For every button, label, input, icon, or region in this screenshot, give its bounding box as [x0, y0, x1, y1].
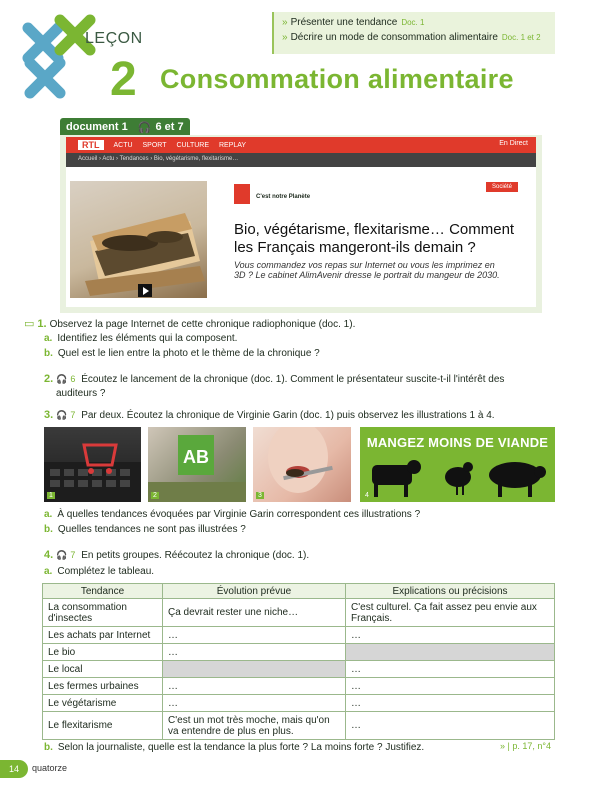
illustration-ab-label: AB 2 — [148, 427, 246, 502]
question-2-cont: auditeurs ? — [56, 388, 106, 399]
rubric-label: C'est notre Planète — [256, 194, 311, 200]
table-row: Les achats par Internet … … — [43, 627, 555, 644]
question-3a: a. À quelles tendances évoquées par Virginie Garin correspondent ces illustrations ? — [44, 509, 421, 520]
document-card — [60, 135, 542, 313]
column-header: Tendance — [43, 584, 163, 599]
rtl-logo: RTL — [78, 140, 104, 150]
table-row: Les fermes urbaines … … — [43, 678, 555, 695]
question-4a: a. Complétez le tableau. — [44, 566, 155, 577]
live-link[interactable]: En Direct — [499, 140, 528, 147]
nav-item[interactable]: SPORT — [142, 141, 167, 149]
lesson-logo — [8, 8, 104, 104]
headphones-icon: 🎧 — [56, 374, 68, 384]
poster-text: MANGEZ MOINS DE VIANDE — [366, 435, 549, 450]
column-header: Explications ou précisions — [346, 584, 555, 599]
illustration-poster: MANGEZ MOINS DE VIANDE 4 — [360, 427, 555, 502]
document-icon: ▭ — [24, 318, 35, 330]
column-header: Évolution prévue — [163, 584, 346, 599]
table-row: Le flexitarisme C'est un mot très moche, mais qu'on va entendre de plus en plus. … — [43, 712, 555, 740]
question-3: 3. 🎧 7 Par deux. Écoutez la chronique de Virginie Garin (doc. 1) puis observez les illustrations 1 à 4. — [44, 409, 495, 421]
svg-text:AB: AB — [183, 447, 209, 467]
article-headline[interactable]: Bio, végétarisme, flexitarisme… Comment les Français mangeront-ils demain ? — [234, 221, 515, 256]
table-row: La consommation d'insectes Ça devrait rester une niche… C'est culturel. Ça fait assez peu envie aux Français. — [43, 599, 555, 627]
nav-item[interactable]: ACTU — [113, 141, 133, 149]
headphones-icon: 🎧 — [56, 550, 68, 560]
play-icon[interactable] — [138, 284, 152, 297]
trends-table — [42, 583, 555, 740]
category-tag[interactable]: Société — [486, 182, 518, 192]
nav-item[interactable]: REPLAY — [218, 141, 247, 149]
question-1: ▭ 1. Observez la page Internet de cette chronique radiophonique (doc. 1). — [24, 318, 356, 330]
article-lede: Vous commandez vos repas sur Internet ou vous les imprimez en 3D ? Le cabinet AlimAvenir dresse le portrait du mangeur de 2030. — [234, 260, 500, 280]
objectives-box — [272, 12, 555, 54]
page-number: 14 — [0, 760, 28, 778]
nav-item[interactable]: CULTURE — [176, 141, 210, 149]
headphones-icon: 🎧 — [56, 410, 68, 420]
table-row: Le végétarisme … … — [43, 695, 555, 712]
rtl-navbar — [66, 137, 536, 153]
table-row: Le bio … — [43, 644, 555, 661]
exercise-reference[interactable]: » | p. 17, n°4 — [500, 741, 551, 751]
question-4: 4. 🎧 7 En petits groupes. Réécoutez la chronique (doc. 1). — [44, 549, 310, 561]
illustration-eating-insect: 3 — [253, 427, 351, 502]
arrow-icon: » — [282, 17, 288, 28]
question-1a: a. Identifiez les éléments qui la composent. — [44, 333, 238, 344]
table-row: Le local … — [43, 661, 555, 678]
arrow-icon: » — [282, 32, 288, 43]
lesson-number: 2 — [110, 53, 137, 106]
question-2: 2. 🎧 6 Écoutez le lancement de la chronique (doc. 1). Comment le présentateur suscite-t-il l'intérêt des — [44, 373, 505, 385]
document-tab: document 1 🎧 6 et 7 — [60, 118, 190, 136]
lesson-label: LEÇON — [85, 30, 143, 47]
question-4b: b. Selon la journaliste, quelle est la tendance la plus forte ? La moins forte ? Justifiez. — [44, 742, 425, 753]
article-panel — [66, 167, 536, 307]
sandwich-photo — [70, 181, 207, 298]
headphones-icon: 🎧 — [137, 121, 152, 134]
objective-item: » Présenter une tendance Doc. 1 — [282, 17, 425, 28]
breadcrumb: Accueil › Actu › Tendances › Bio, végétarisme, flexitarisme… — [66, 153, 536, 167]
question-1b: b. Quel est le lien entre la photo et le thème de la chronique ? — [44, 348, 320, 359]
objective-item: » Décrire un mode de consommation alimentaire Doc. 1 et 2 — [282, 32, 541, 43]
illustration-keyboard-cart: 1 — [44, 427, 141, 502]
rubric-icon — [234, 184, 250, 204]
lesson-title: Consommation alimentaire — [160, 64, 514, 94]
page-number-word: quatorze — [32, 763, 68, 773]
question-3b: b. Quelles tendances ne sont pas illustrées ? — [44, 524, 246, 535]
